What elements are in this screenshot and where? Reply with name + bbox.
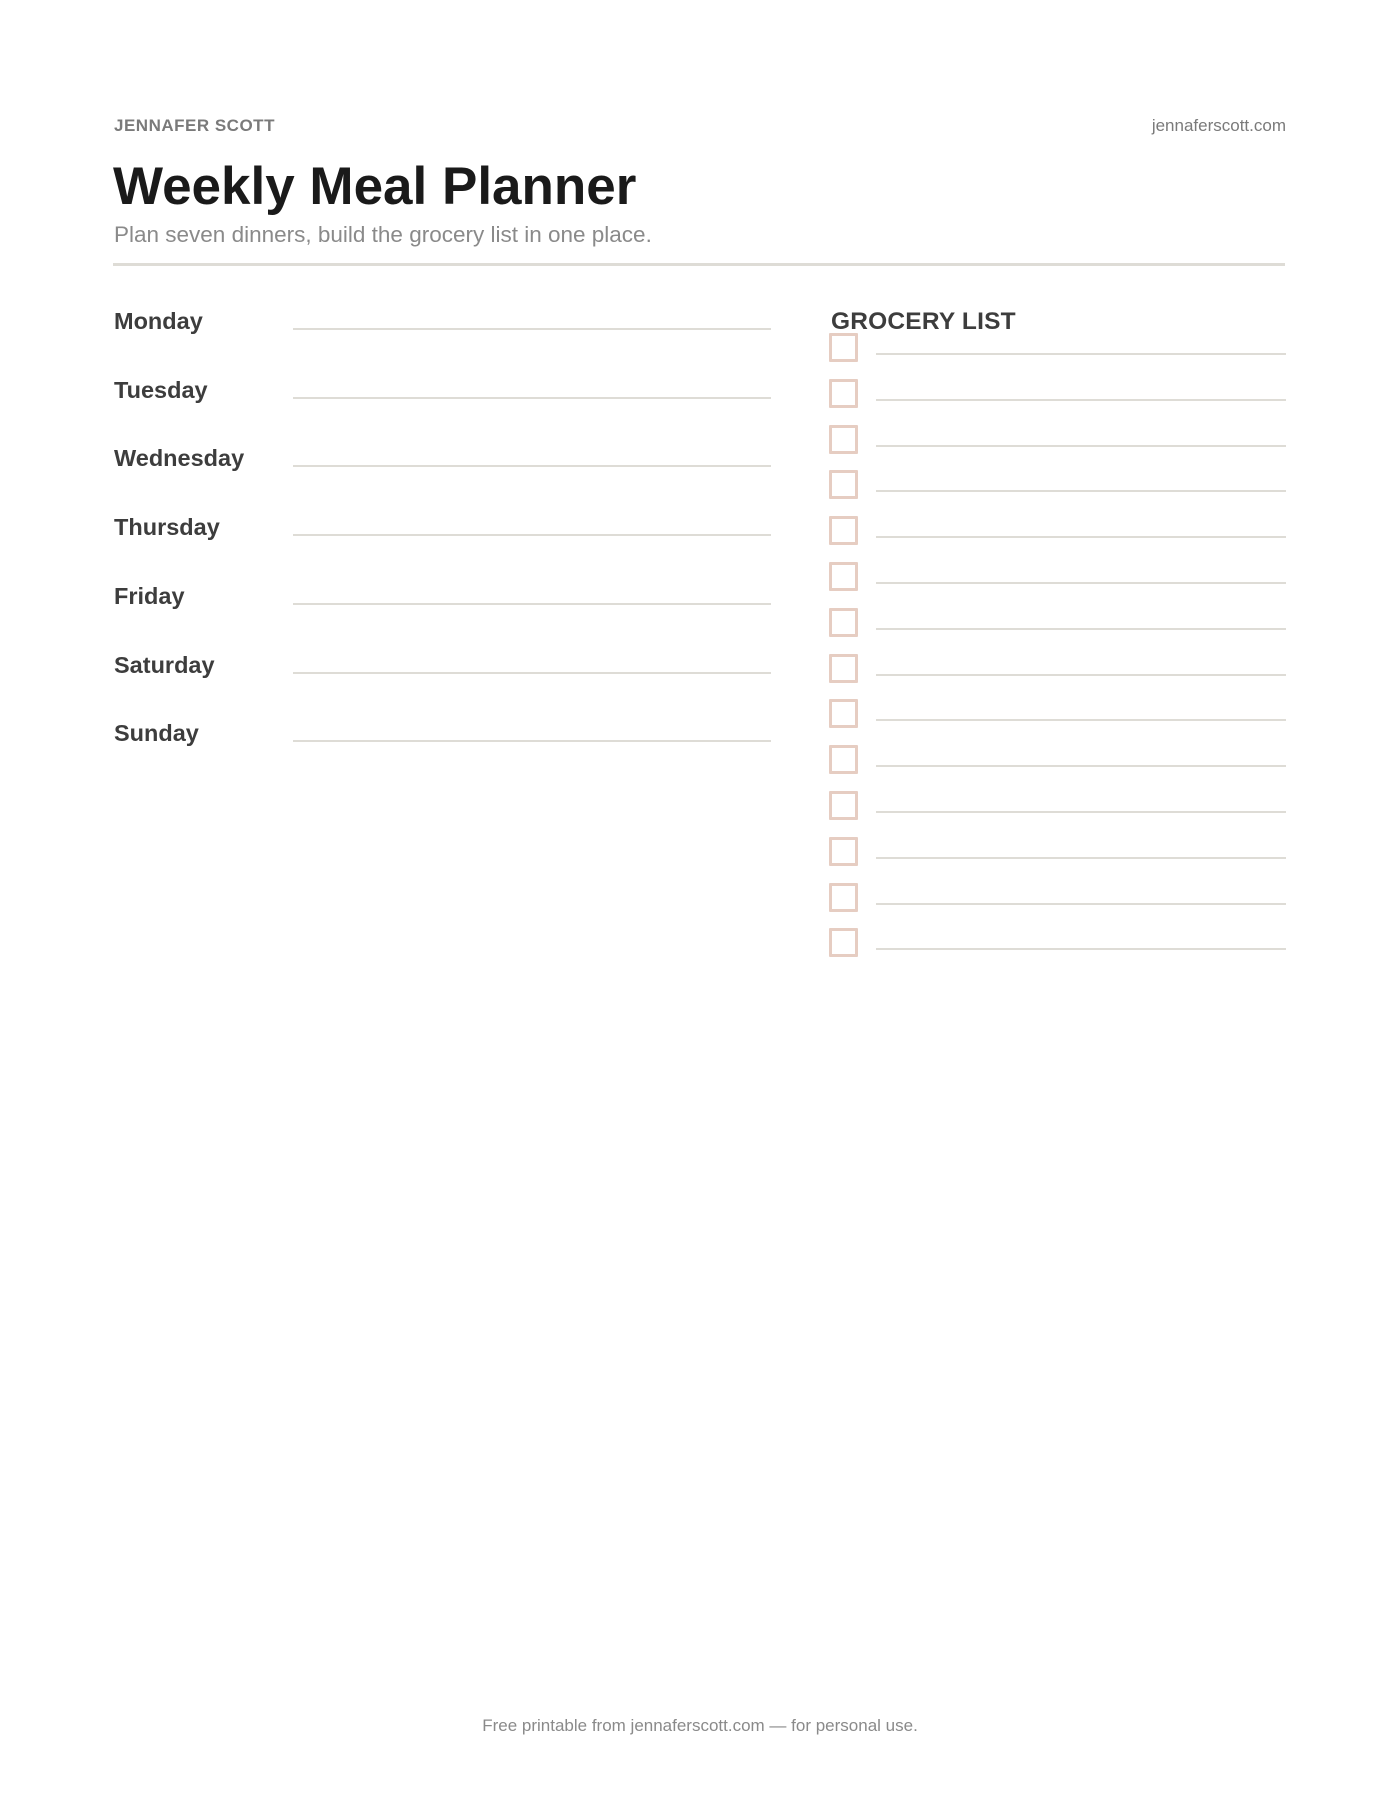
day-label: Friday xyxy=(114,582,185,609)
grocery-checkbox[interactable] xyxy=(829,791,858,820)
grocery-entry-line[interactable] xyxy=(876,948,1286,950)
page-subtitle: Plan seven dinners, build the grocery list in one place. xyxy=(114,222,652,247)
day-label: Saturday xyxy=(114,651,215,678)
grocery-entry-line[interactable] xyxy=(876,582,1286,584)
day-label: Tuesday xyxy=(114,376,208,403)
meal-entry-line[interactable] xyxy=(293,740,771,742)
day-label: Wednesday xyxy=(114,445,245,472)
day-row-wednesday xyxy=(114,445,774,485)
site-url: jennaferscott.com xyxy=(1151,116,1286,135)
grocery-item xyxy=(829,562,1289,592)
grocery-entry-line[interactable] xyxy=(876,628,1286,630)
meal-entry-line[interactable] xyxy=(293,672,771,674)
grocery-entry-line[interactable] xyxy=(876,857,1286,859)
day-label: Sunday xyxy=(114,720,199,747)
grocery-entry-line[interactable] xyxy=(876,903,1286,905)
grocery-checkbox[interactable] xyxy=(829,470,858,499)
day-row-monday xyxy=(114,308,774,348)
grocery-checkbox[interactable] xyxy=(829,837,858,866)
grocery-entry-line[interactable] xyxy=(876,353,1286,355)
day-row-thursday xyxy=(114,514,774,554)
grocery-checkbox[interactable] xyxy=(829,883,858,912)
day-row-sunday xyxy=(114,720,774,760)
grocery-item xyxy=(829,699,1289,729)
meal-entry-line[interactable] xyxy=(293,397,771,399)
grocery-entry-line[interactable] xyxy=(876,811,1286,813)
grocery-item xyxy=(829,379,1289,409)
grocery-item xyxy=(829,654,1289,684)
meal-entry-line[interactable] xyxy=(293,328,771,330)
grocery-item xyxy=(829,425,1289,455)
grocery-item xyxy=(829,470,1289,500)
grocery-entry-line[interactable] xyxy=(876,765,1286,767)
grocery-item xyxy=(829,333,1289,363)
grocery-checkbox[interactable] xyxy=(829,608,858,637)
grocery-checkbox[interactable] xyxy=(829,928,858,957)
grocery-entry-line[interactable] xyxy=(876,490,1286,492)
grocery-item xyxy=(829,608,1289,638)
grocery-checkbox[interactable] xyxy=(829,516,858,545)
grocery-item xyxy=(829,837,1289,867)
grocery-checkbox[interactable] xyxy=(829,745,858,774)
grocery-entry-line[interactable] xyxy=(876,719,1286,721)
grocery-checkbox[interactable] xyxy=(829,562,858,591)
grocery-item xyxy=(829,745,1289,775)
day-row-friday xyxy=(114,583,774,623)
page-title: Weekly Meal Planner xyxy=(113,157,637,216)
grocery-entry-line[interactable] xyxy=(876,536,1286,538)
meal-entry-line[interactable] xyxy=(293,465,771,467)
header-divider xyxy=(113,263,1285,266)
day-label: Thursday xyxy=(114,514,220,541)
grocery-checkbox[interactable] xyxy=(829,425,858,454)
grocery-entry-line[interactable] xyxy=(876,674,1286,676)
grocery-item xyxy=(829,883,1289,913)
grocery-item xyxy=(829,516,1289,546)
grocery-item xyxy=(829,928,1289,958)
grocery-checkbox[interactable] xyxy=(829,699,858,728)
footer-note: Free printable from jennaferscott.com — for personal use. xyxy=(482,1716,918,1735)
day-row-tuesday xyxy=(114,377,774,417)
grocery-checkbox[interactable] xyxy=(829,379,858,408)
grocery-item xyxy=(829,791,1289,821)
meal-entry-line[interactable] xyxy=(293,534,771,536)
grocery-entry-line[interactable] xyxy=(876,445,1286,447)
grocery-entry-line[interactable] xyxy=(876,399,1286,401)
grocery-heading: GROCERY LIST xyxy=(831,308,1016,335)
day-label: Monday xyxy=(114,308,203,334)
grocery-checkbox[interactable] xyxy=(829,654,858,683)
day-row-saturday xyxy=(114,652,774,692)
meal-entry-line[interactable] xyxy=(293,603,771,605)
grocery-checkbox[interactable] xyxy=(829,333,858,362)
brand-name: JENNAFER SCOTT xyxy=(114,116,275,135)
